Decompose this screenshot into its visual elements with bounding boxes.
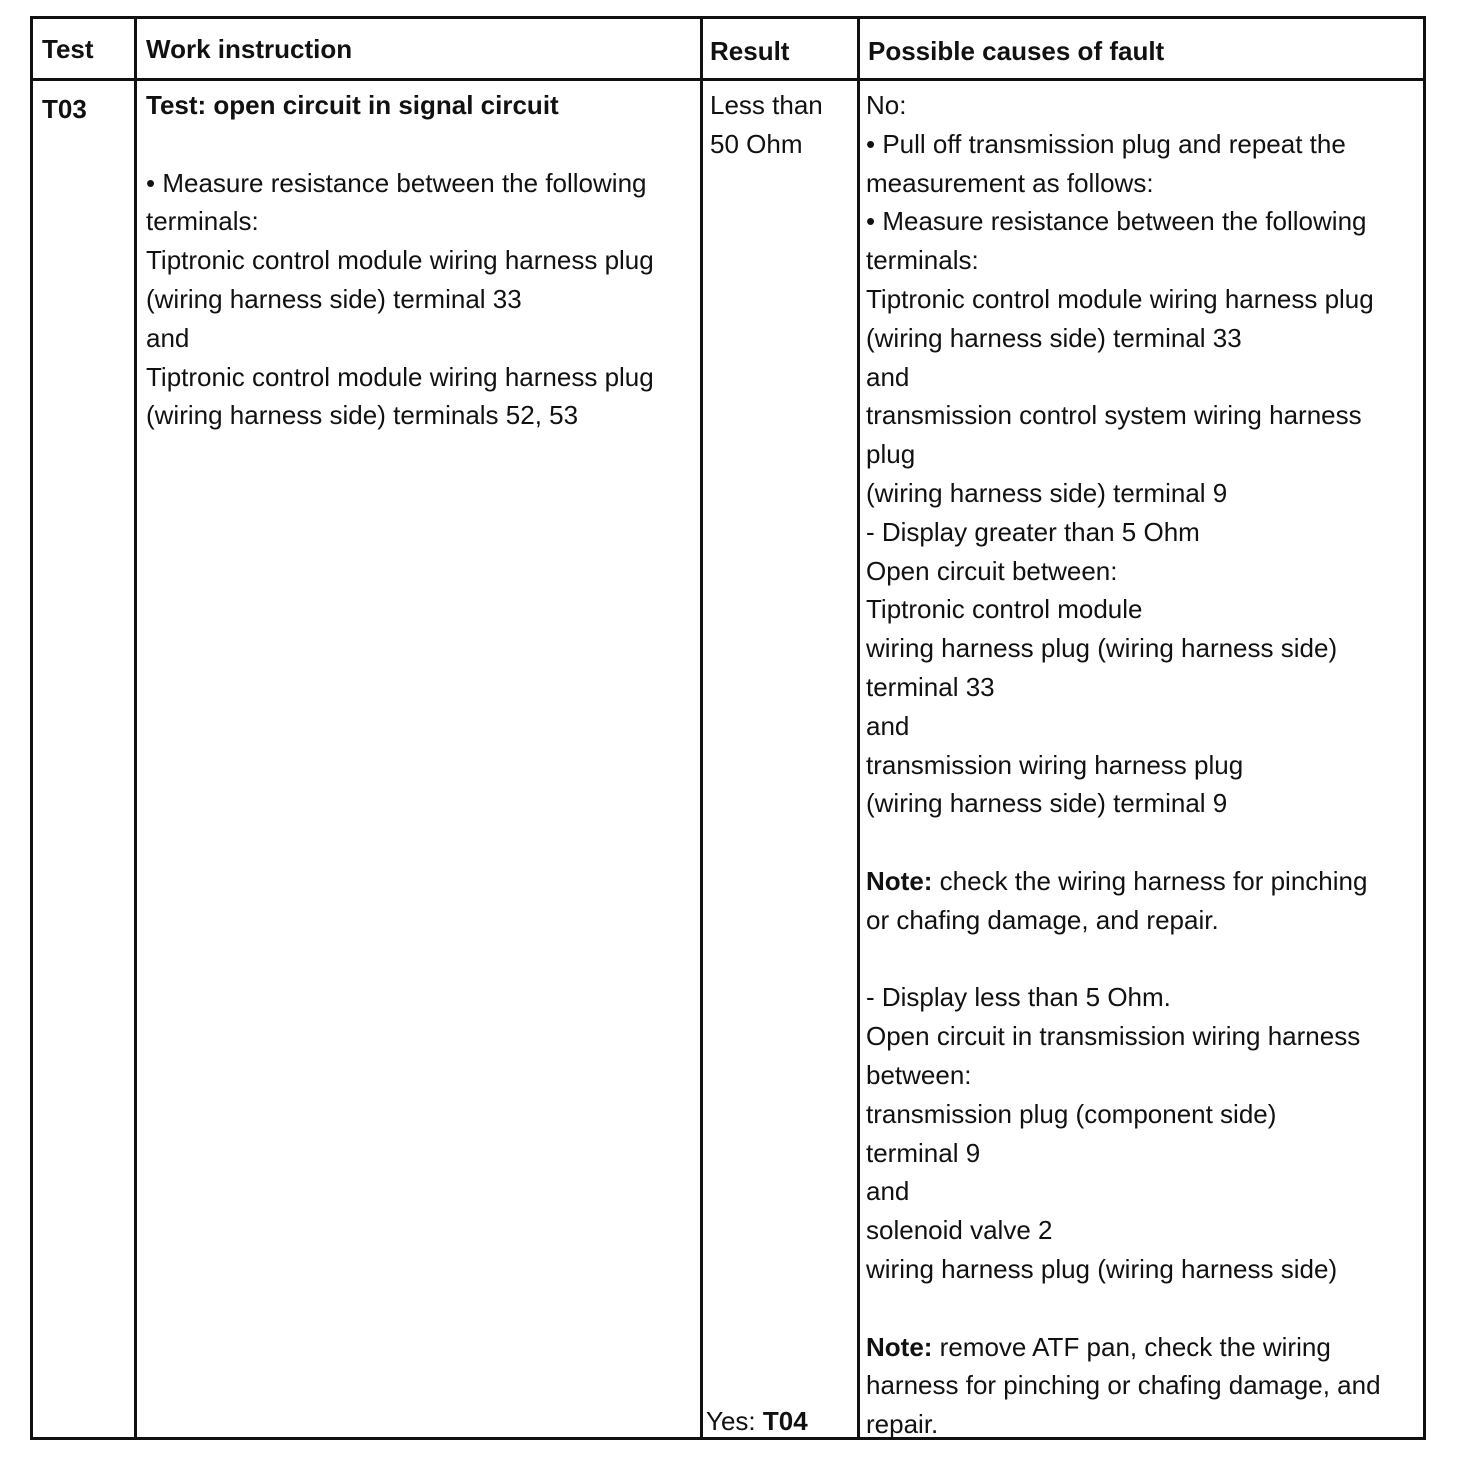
note-text: check the wiring harness for pinching (932, 865, 1368, 896)
result-yes-target: T04 (762, 1406, 808, 1436)
header-result: Result (710, 36, 790, 66)
cause-line: transmission wiring harness plug (866, 749, 1244, 780)
note-label: Note: (866, 865, 933, 896)
cause-line: plug (866, 439, 916, 470)
cause-line: terminals: (866, 245, 979, 276)
work-instruction-cell (146, 86, 654, 435)
cause-line: (wiring harness side) terminal 9 (866, 477, 1228, 508)
cause-line: between: (866, 1059, 972, 1090)
cause-line: - Display greater than 5 Ohm (866, 516, 1200, 547)
work-line: (wiring harness side) terminal 33 (146, 283, 522, 314)
cause-line: transmission plug (component side) (866, 1098, 1277, 1129)
note-1 (866, 862, 1381, 901)
header-possible-causes: Possible causes of fault (868, 36, 1165, 66)
cause-line: Open circuit in transmission wiring harness (866, 1021, 1361, 1052)
note-label: Note: (866, 1331, 933, 1362)
cause-line: No: (866, 90, 907, 120)
cause-line: • Measure resistance between the following (866, 206, 1367, 237)
note-line: harness for pinching or chafing damage, and (866, 1370, 1381, 1401)
cause-line: solenoid valve 2 (866, 1215, 1053, 1246)
cause-line: transmission control system wiring harness (866, 400, 1362, 431)
cause-line: Open circuit between: (866, 555, 1118, 586)
note-text: remove ATF pan, check the wiring (932, 1331, 1331, 1362)
cause-line: and (866, 710, 910, 741)
work-line: and (146, 322, 190, 353)
cause-line: and (866, 1176, 910, 1207)
result-yes (706, 1402, 808, 1441)
test-id: T03 (42, 94, 87, 124)
header-divider (30, 78, 1426, 81)
work-line: (wiring harness side) terminals 52, 53 (146, 400, 579, 431)
column-divider (134, 16, 137, 1440)
result-line: 50 Ohm (710, 128, 803, 159)
header-work-instruction: Work instruction (146, 34, 353, 64)
cause-line: Tiptronic control module (866, 594, 1143, 625)
column-divider (700, 16, 703, 1440)
header-test: Test (42, 34, 94, 64)
note-line: repair. (866, 1409, 939, 1440)
cause-line: • Pull off transmission plug and repeat the (866, 128, 1346, 159)
cause-line: wiring harness plug (wiring harness side) (866, 1253, 1338, 1284)
result-cell (710, 86, 823, 164)
cause-line: terminal 33 (866, 671, 995, 702)
result-line: Less than (710, 90, 823, 120)
cause-line: - Display less than 5 Ohm. (866, 982, 1171, 1013)
work-line: terminals: (146, 206, 259, 237)
column-divider (857, 16, 860, 1440)
work-line: • Measure resistance between the following (146, 167, 647, 198)
cause-line: Tiptronic control module wiring harness plug (866, 283, 1374, 314)
work-title: Test: open circuit in signal circuit (146, 90, 559, 120)
cause-line: and (866, 361, 910, 392)
cause-line: (wiring harness side) terminal 9 (866, 788, 1228, 819)
cause-line: wiring harness plug (wiring harness side) (866, 633, 1338, 664)
cause-line: measurement as follows: (866, 167, 1154, 198)
cause-line: (wiring harness side) terminal 33 (866, 322, 1242, 353)
result-yes-prefix: Yes: (706, 1406, 763, 1436)
work-line: Tiptronic control module wiring harness plug (146, 245, 654, 276)
possible-causes-cell (866, 86, 1381, 1444)
work-line: Tiptronic control module wiring harness plug (146, 361, 654, 392)
note-line: or chafing damage, and repair. (866, 904, 1219, 935)
cause-line: terminal 9 (866, 1137, 981, 1168)
note-2 (866, 1328, 1381, 1367)
